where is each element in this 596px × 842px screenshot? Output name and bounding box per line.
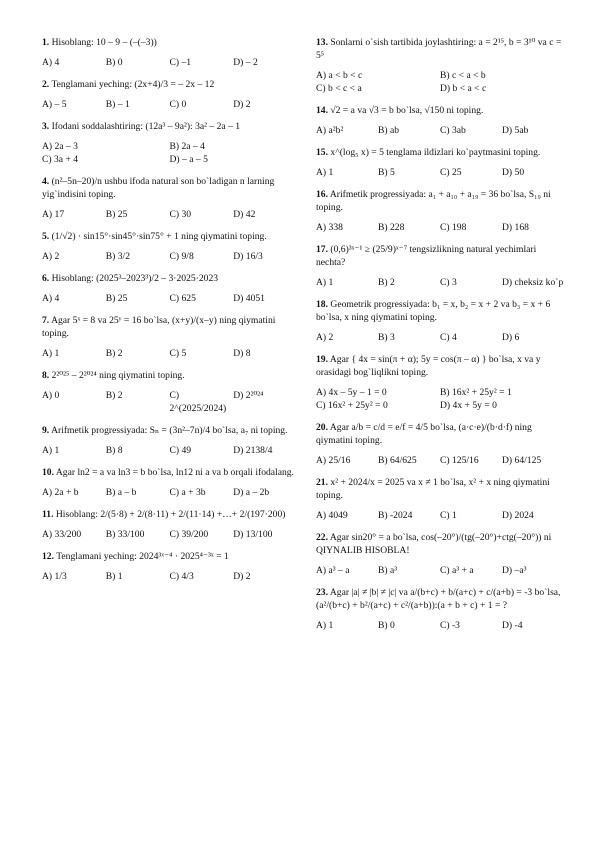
question-stem [316,146,564,159]
question-stem [316,353,564,379]
answer-options [316,386,564,412]
answer-options [316,124,564,137]
answer-options [316,69,564,95]
question-number: 10. [42,467,54,478]
answer-option[interactable]: A) 4 [42,293,60,304]
answer-options [42,56,297,69]
question-text: Agar sin20° = a bo`lsa, cos(–20°)/(tg(–20°)+ctg(–20°)) ni QIYNALIB HISOBLA! [316,532,552,556]
question-stem [42,36,297,49]
question-number: 12. [42,551,54,562]
question-11 [42,508,297,541]
question-number: 18. [316,299,328,310]
answer-option[interactable]: A) 1 [42,348,60,359]
answer-option[interactable]: C) 30 [169,209,192,220]
question-text: Arifmetik progressiyada: a₁ + a₁₀ + a₁₉ = 36 bo`lsa, S₁₉ ni toping. [316,189,551,213]
question-text: (1/√2) · sin15°·sin45°·sin75° + 1 ning qiymatini toping. [51,231,267,242]
answer-option[interactable]: D) b < a < c [440,83,487,94]
question-stem [316,36,564,62]
question-number: 4. [42,176,50,187]
question-number: 2. [42,79,50,90]
question-2 [42,78,297,111]
answer-option[interactable]: D) -4 [502,620,523,631]
answer-options [316,454,564,467]
answer-option[interactable]: C) 49 [169,445,192,456]
question-text: Geometrik progressiyada: b₁ = x, b₂ = x + 2 va b₃ = x + 6 bo`lsa, x ning qiymatini toping. [316,299,551,323]
answer-option[interactable]: A) 1 [42,445,60,456]
answer-option[interactable]: D) 2²⁰²⁴ [233,390,264,401]
answer-option[interactable]: C) -3 [440,620,460,631]
answer-options [316,221,564,234]
question-7 [42,314,297,360]
question-22 [316,531,564,577]
question-stem [316,104,564,117]
answer-option[interactable]: C) 39/200 [169,529,209,540]
answer-option[interactable]: B) 8 [105,445,123,456]
answer-option[interactable]: A) a²b² [316,125,344,136]
question-text: Agar { 4x = sin(π + α); 5y = cos(π – α) } bo`lsa, x va y orasidagi bog`liqlikni toping. [316,354,541,378]
question-stem [42,175,297,201]
answer-option[interactable]: C) 4/3 [169,571,194,582]
answer-option[interactable]: A) 338 [316,222,343,233]
answer-options [42,250,297,263]
answer-option[interactable]: B) 64/625 [378,455,417,466]
answer-option[interactable]: D) cheksiz ko`p [502,277,564,288]
question-stem [316,298,564,324]
question-text: Tenglamani yeching: 2024³ˣ⁻⁴ · 2025⁴⁻³ˣ = 1 [56,551,229,562]
answer-option[interactable]: B) 0 [378,620,395,631]
answer-options [42,208,297,221]
question-14 [316,104,564,137]
question-6 [42,272,297,305]
answer-option[interactable]: C) 16x² + 25y² = 0 [316,400,388,411]
answer-option[interactable]: A) a³ – a [316,565,350,576]
question-stem [42,314,297,340]
question-text: Agar a/b = c/d = e/f = 4/5 bo`lsa, (a·c·e)/(b·d·f) ning qiymatini toping. [316,422,532,446]
question-9 [42,424,297,457]
question-5 [42,230,297,263]
answer-option[interactable]: A) 0 [42,390,60,401]
answer-option[interactable]: A) 17 [42,209,65,220]
answer-option[interactable]: B) 2a – 4 [169,141,205,152]
question-text: Arifmetik progressiyada: Sₙ = (3n²–7n)/4 bo`lsa, a₇ ni toping. [51,425,288,436]
answer-option[interactable]: A) 2 [316,332,334,343]
left-column [42,36,297,592]
question-stem [42,272,297,285]
answer-option[interactable]: A) 1 [316,620,334,631]
answer-option[interactable]: C) 5 [169,348,187,359]
answer-option[interactable]: B) a³ [378,565,398,576]
question-stem [42,369,297,382]
question-15 [316,146,564,179]
answer-option[interactable]: A) 4 [42,57,60,68]
answer-option[interactable]: D) 8 [233,348,251,359]
answer-option[interactable]: D) 50 [502,167,525,178]
question-text: Hisoblang: 10 – 9 – (–(–3)) [51,37,157,48]
answer-options [42,389,297,415]
answer-option[interactable]: C) 0 [169,99,187,110]
question-stem [42,424,297,437]
answer-option[interactable]: D) 168 [502,222,529,233]
question-text: Sonlarni o`sish tartibida joylashtiring: a = 2¹⁵, b = 3¹⁰ va c = 5⁵ [316,37,562,61]
answer-option[interactable]: C) 1 [440,510,457,521]
answer-options [42,486,297,499]
question-stem [42,230,297,243]
answer-option[interactable]: B) 2 [105,348,123,359]
answer-option[interactable]: A) 1 [316,277,334,288]
answer-option[interactable]: A) 4049 [316,510,348,521]
answer-options [316,564,564,577]
question-text: 2²⁰²⁵ – 2²⁰²⁴ ning qiymatini toping. [51,370,185,381]
answer-option[interactable]: B) 2 [105,390,123,401]
answer-option[interactable]: D) 2 [233,99,251,110]
answer-option[interactable]: C) a + 3b [169,487,206,498]
question-text: (0,6)³ˣ⁻¹ ≥ (25/9)ˣ⁻⁷ tengsizlikning natural yechimlari nechta? [316,244,537,268]
answer-option[interactable]: C) 198 [440,222,467,233]
question-text: √2 = a va √3 = b bo`lsa, √150 ni toping. [330,105,484,116]
answer-option[interactable]: C) a³ + a [440,565,474,576]
answer-options [42,292,297,305]
answer-option[interactable]: B) 3 [378,332,395,343]
question-stem [316,531,564,557]
question-number: 9. [42,425,50,436]
question-text: x^(log₅ x) = 5 tenglama ildizlari ko`paytmasini toping. [330,147,541,158]
answer-options [42,347,297,360]
answer-option[interactable]: D) – a – 5 [169,154,208,165]
question-number: 7. [42,315,50,326]
question-stem [42,120,297,133]
question-text: (n²–5n–20)/n ushbu ifoda natural son bo`ladigan n larning yig`indisini toping. [42,176,275,200]
answer-option[interactable]: C) 125/16 [440,455,479,466]
question-number: 17. [316,244,328,255]
question-stem [316,188,564,214]
answer-options [316,509,564,522]
question-stem [316,586,564,612]
question-stem [316,476,564,502]
answer-option[interactable]: D) 4051 [233,293,265,304]
question-text: Hisoblang: 2/(5·8) + 2/(8·11) + 2/(11·14) +…+ 2/(197·200) [55,509,286,520]
answer-option[interactable]: B) 25 [105,209,128,220]
answer-option[interactable]: B) 33/100 [105,529,145,540]
question-16 [316,188,564,234]
answer-option[interactable]: B) a – b [105,487,137,498]
question-10 [42,466,297,499]
answer-option[interactable]: D) –a³ [502,565,527,576]
question-number: 22. [316,532,328,543]
answer-options [42,528,297,541]
question-8 [42,369,297,415]
answer-option[interactable]: D) a – 2b [233,487,270,498]
answer-option[interactable]: D) 2024 [502,510,534,521]
question-number: 1. [42,37,50,48]
question-number: 21. [316,477,328,488]
question-stem [42,508,297,521]
question-text: Ifodani soddalashtiring: (12a³ – 9a²): 3a² – 2a – 1 [51,121,241,132]
question-number: 16. [316,189,328,200]
question-text: Hisoblang: (2025³–2023³)/2 – 3·2025·2023 [51,273,219,284]
answer-option[interactable]: B) ab [378,125,400,136]
question-stem [42,78,297,91]
answer-option[interactable]: A) – 5 [42,99,67,110]
answer-option[interactable]: C) 3 [440,277,457,288]
question-number: 6. [42,273,50,284]
question-stem [316,421,564,447]
question-4 [42,175,297,221]
answer-option[interactable]: B) 2 [378,277,395,288]
answer-option[interactable]: A) 1 [316,167,334,178]
question-text: x² + 2024/x = 2025 va x ≠ 1 bo`lsa, x² + x ning qiymatini toping. [316,477,550,501]
answer-option[interactable]: D) 16/3 [233,251,263,262]
answer-option[interactable]: C) 4 [440,332,457,343]
question-number: 15. [316,147,328,158]
question-number: 13. [316,37,328,48]
answer-option[interactable]: D) 4x + 5y = 0 [440,400,497,411]
answer-options [42,570,297,583]
question-12 [42,550,297,583]
answer-option[interactable]: C) b < c < a [316,83,362,94]
question-text: Tenglamani yeching: (2x+4)/3 = – 2x – 12 [51,79,215,90]
question-19 [316,353,564,412]
answer-option[interactable]: A) 2 [42,251,60,262]
answer-option[interactable]: C) 9/8 [169,251,194,262]
question-number: 14. [316,105,328,116]
question-text: Agar 5ˣ = 8 va 25ʸ = 16 bo`lsa, (x+y)/(x–y) ning qiymatini toping. [42,315,276,339]
right-column [316,36,564,641]
answer-options [316,619,564,632]
question-stem [316,243,564,269]
answer-option[interactable]: A) 25/16 [316,455,351,466]
answer-options [316,166,564,179]
question-stem [42,466,297,479]
question-17 [316,243,564,289]
question-number: 23. [316,587,328,598]
answer-option[interactable]: B) 1 [105,571,123,582]
answer-option[interactable]: D) – 2 [233,57,258,68]
question-number: 3. [42,121,50,132]
answer-option[interactable]: B) -2024 [378,510,413,521]
answer-option[interactable]: B) 228 [378,222,405,233]
answer-option[interactable]: D) 2 [233,571,251,582]
answer-option[interactable]: C) 625 [169,293,196,304]
answer-option[interactable]: B) c < a < b [440,70,486,81]
answer-options [42,98,297,111]
answer-option[interactable]: D) 2138/4 [233,445,273,456]
answer-options [316,331,564,344]
answer-options [42,444,297,457]
answer-option[interactable]: C) 3ab [440,125,466,136]
question-23 [316,586,564,632]
question-number: 20. [316,422,328,433]
answer-option[interactable]: B) 25 [105,293,128,304]
answer-option[interactable]: C) –1 [169,57,192,68]
question-text: Agar ln2 = a va ln3 = b bo`lsa, ln12 ni a va b orqali ifodalang. [55,467,294,478]
question-1 [42,36,297,69]
answer-option[interactable]: A) 33/200 [42,529,82,540]
question-text: Agar |a| ≠ |b| ≠ |c| va a/(b+c) + b/(a+c) + c/(a+b) = -3 bo`lsa, (a²/(b+c) + b²/(a+c) + c²/(a+b)):(a + b + c) + 1 = ? [316,587,561,611]
answer-option[interactable]: B) 16x² + 25y² = 1 [440,387,512,398]
question-13 [316,36,564,95]
answer-option[interactable]: D) 5ab [502,125,529,136]
question-number: 11. [42,509,54,520]
answer-option[interactable]: B) 3/2 [105,251,131,262]
answer-option[interactable]: A) 2a – 3 [42,141,78,152]
answer-option[interactable]: B) 0 [105,57,123,68]
answer-option[interactable]: A) 2a + b [42,487,79,498]
answer-option[interactable]: D) 6 [502,332,520,343]
answer-option[interactable]: A) 4x – 5y – 1 = 0 [316,387,387,398]
answer-option[interactable]: A) 1/3 [42,571,67,582]
answer-option[interactable]: B) 5 [378,167,395,178]
answer-options [42,140,297,166]
question-number: 19. [316,354,328,365]
answer-option[interactable]: C) 3a + 4 [42,154,79,165]
answer-option[interactable]: D) 64/125 [502,455,542,466]
question-stem [42,550,297,563]
answer-option[interactable]: D) 42 [233,209,256,220]
answer-option[interactable]: B) – 1 [105,99,130,110]
answer-option[interactable]: C) 2^(2025/2024) [169,390,227,414]
question-18 [316,298,564,344]
question-number: 8. [42,370,50,381]
question-21 [316,476,564,522]
answer-option[interactable]: C) 25 [440,167,462,178]
question-number: 5. [42,231,50,242]
question-20 [316,421,564,467]
answer-option[interactable]: D) 13/100 [233,529,273,540]
answer-options [316,276,564,289]
question-3 [42,120,297,166]
answer-option[interactable]: A) a < b < c [316,70,363,81]
